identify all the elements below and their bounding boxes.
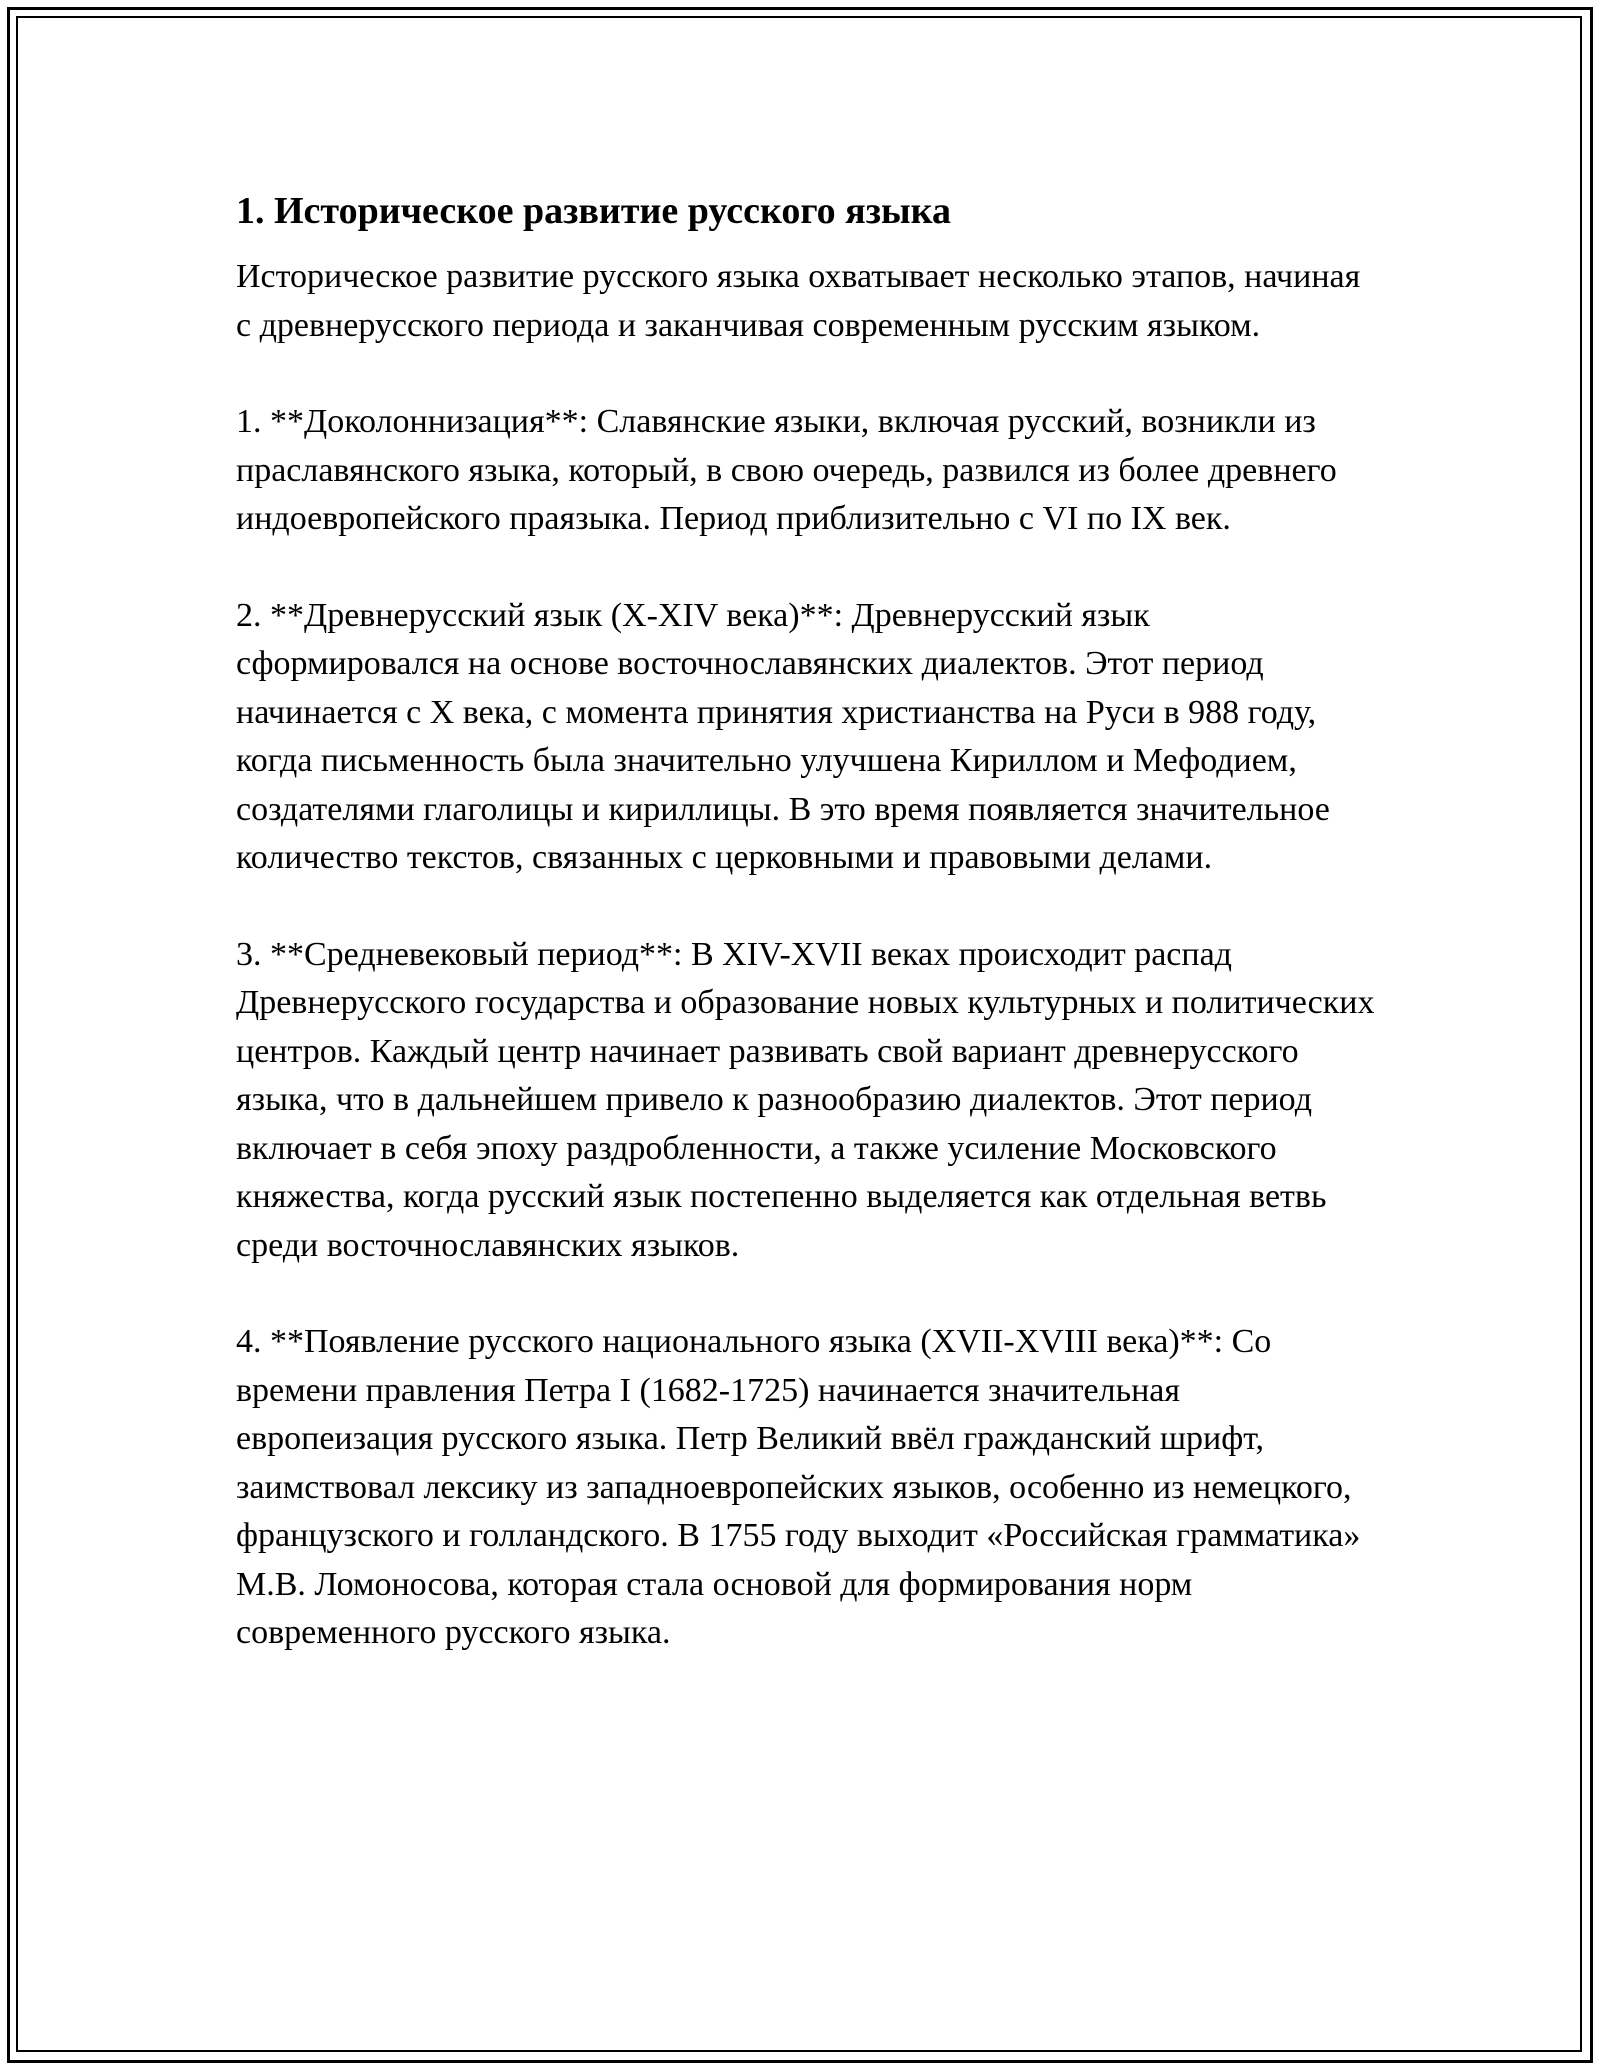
document-body [236, 185, 1376, 1706]
paragraph-medieval: 3. **Средневековый период**: В XIV-XVII веках происходит распад Древнерусского государства и образование новых культурных и политических центров. Каждый центр начинает развивать свой вариант древнерусского языка, что в дальнейшем привело к разнообразию диалектов. Этот период включает в себя эпоху раздробленности, а также усиление Московского княжества, когда русский язык постепенно выделяется как отдельная ветвь среди восточнославянских языков. [236, 935, 1375, 1264]
section-heading: 1. Историческое развитие русского языка [236, 190, 951, 232]
paragraph-precolonization: 1. **Доколоннизация**: Славянские языки, включая русский, возникли из праславянского языка, который, в свою очередь, развился из более древнего индоевропейского праязыка. Период приблизительно с VI по IX век. [236, 403, 1337, 537]
paragraph-old-russian: 2. **Древнерусский язык (X-XIV века)**: Древнерусский язык сформировался на основе восточнославянских диалектов. Этот период начинается с X века, с момента принятия христианства на Руси в 988 году, когда письменность была значительно улучшена Кириллом и Мефодием, создателями глаголицы и кириллицы. В это время появляется значительное количество текстов, связанных с церковными и правовыми делами. [236, 596, 1330, 876]
paragraph-national-language: 4. **Появление русского национального языка (XVII-XVIII века)**: Со времени правления Петра I (1682-1725) начинается значительная европеизация русского языка. Петр Великий ввёл гражданский шрифт, заимствовал лексику из западноевропейских языков, особенно из немецкого, французского и голландского. В 1755 году выходит «Российская грамматика» М.В. Ломоносова, которая стала основой для формирования норм современного русского языка. [236, 1323, 1361, 1651]
intro-paragraph: Историческое развитие русского языка охватывает несколько этапов, начиная с древнерусского периода и заканчивая современным русским языком. [236, 258, 1361, 344]
